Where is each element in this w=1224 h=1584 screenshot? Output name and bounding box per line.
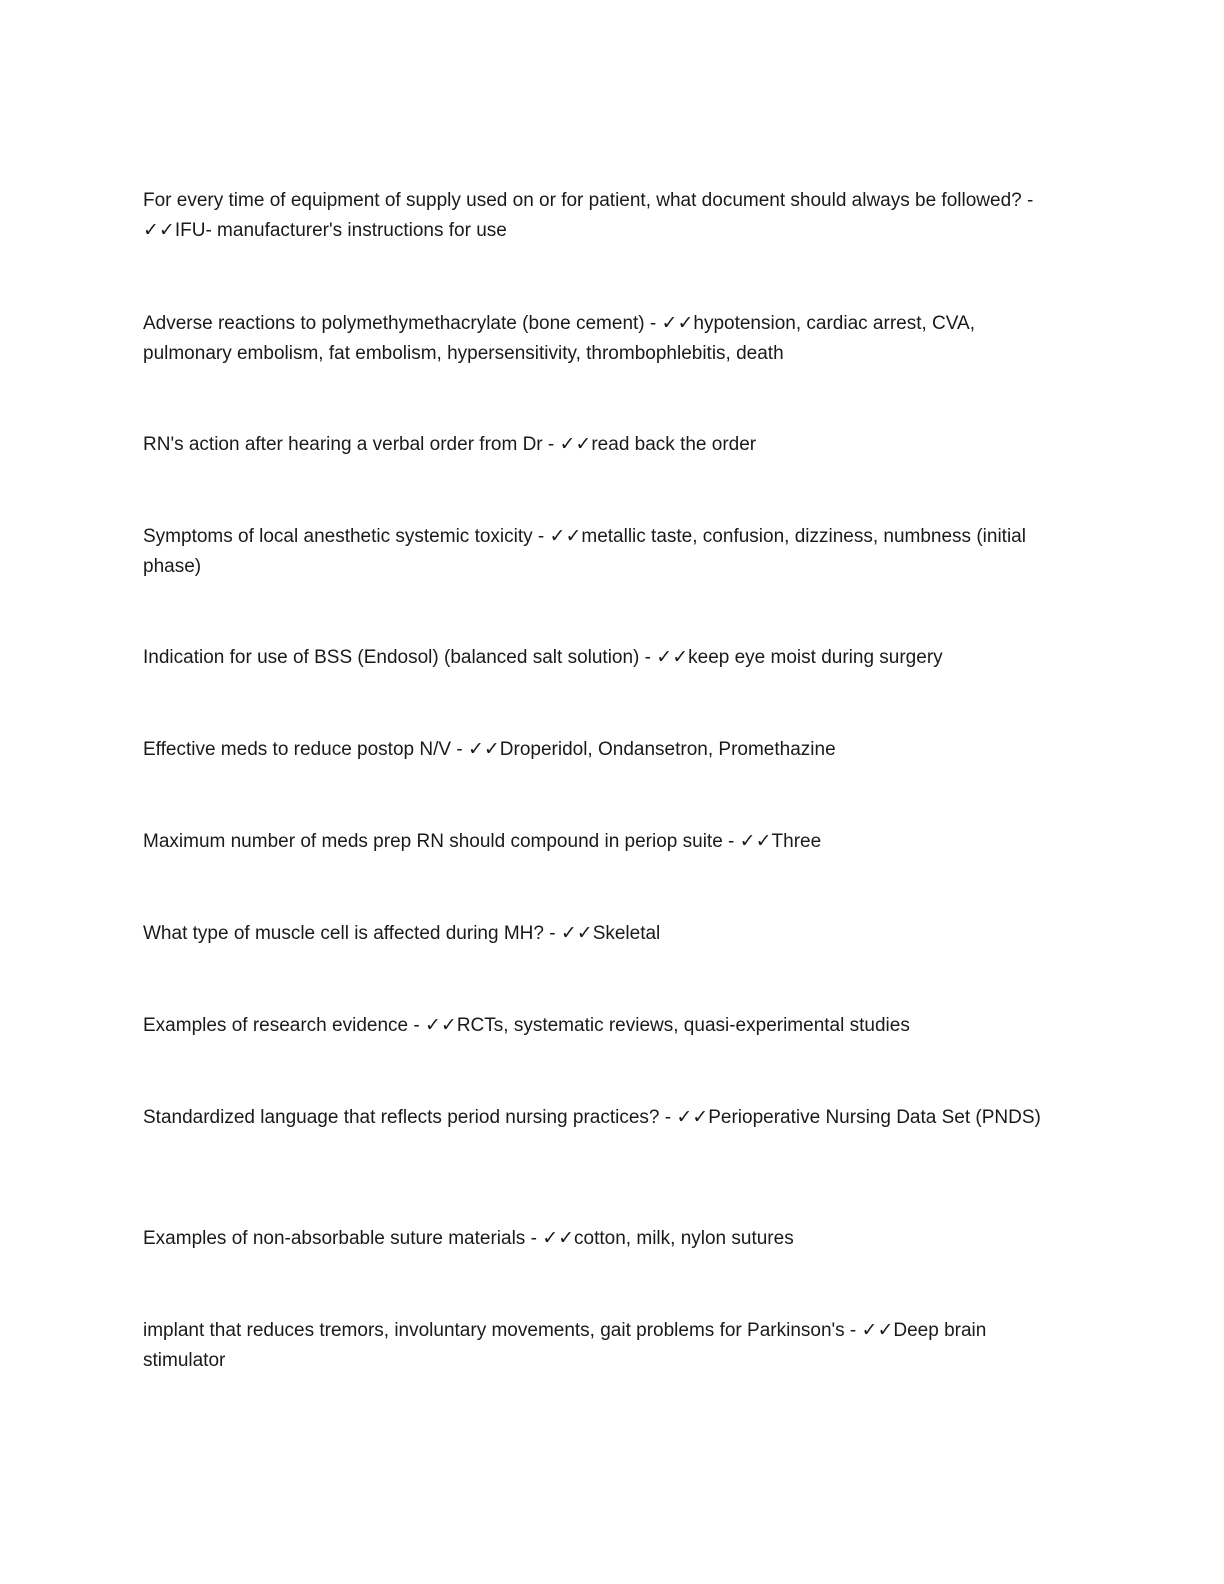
check-mark-icon: ✓✓ xyxy=(676,1107,709,1128)
separator: - xyxy=(659,1107,677,1128)
question-text: Effective meds to reduce postop N/V xyxy=(143,739,452,760)
qa-item-12 xyxy=(143,1316,1063,1375)
answer-text: cotton, milk, nylon sutures xyxy=(574,1228,794,1249)
check-mark-icon: ✓✓ xyxy=(739,831,772,852)
qa-item-2 xyxy=(143,309,1063,368)
qa-item-3 xyxy=(143,430,1063,460)
check-mark-icon: ✓✓ xyxy=(143,219,175,241)
separator: - xyxy=(532,526,550,547)
question-text: Adverse reactions to polymethymethacrylate (bone cement) xyxy=(143,313,645,334)
separator: - xyxy=(542,434,560,455)
check-mark-icon: ✓✓ xyxy=(861,1320,894,1341)
qa-item-1 xyxy=(143,186,1063,245)
qa-item-8 xyxy=(143,919,1063,949)
answer-text: RCTs, systematic reviews, quasi-experimental studies xyxy=(456,1015,910,1036)
question-text: For every time of equipment of supply used on or for patient, what document should always be followed? xyxy=(143,190,1022,211)
question-text: Standardized language that reflects period nursing practices? xyxy=(143,1107,660,1128)
answer-text: Deep brain stimulator xyxy=(143,1320,992,1371)
check-mark-icon: ✓✓ xyxy=(656,647,689,668)
question-text: Examples of non-absorbable suture materials xyxy=(143,1228,526,1249)
qa-item-11 xyxy=(143,1224,1063,1254)
check-mark-icon: ✓✓ xyxy=(424,1015,457,1036)
check-mark-icon: ✓✓ xyxy=(542,1228,575,1249)
qa-item-5 xyxy=(143,643,1063,673)
answer-text: Skeletal xyxy=(592,923,661,944)
question-text: Examples of research evidence xyxy=(143,1015,409,1036)
check-mark-icon: ✓✓ xyxy=(467,739,500,760)
separator: - xyxy=(1021,190,1039,211)
qa-item-10 xyxy=(143,1103,1063,1133)
check-mark-icon: ✓✓ xyxy=(559,434,592,455)
separator: - xyxy=(844,1320,862,1341)
question-text: Maximum number of meds prep RN should compound in periop suite xyxy=(143,831,723,852)
question-text: Indication for use of BSS (Endosol) (balanced salt solution) xyxy=(143,647,640,668)
separator: - xyxy=(722,831,740,852)
question-text: implant that reduces tremors, involuntary movements, gait problems for Parkinson's xyxy=(143,1320,845,1341)
answer-text: read back the order xyxy=(591,434,757,455)
check-mark-icon: ✓✓ xyxy=(549,526,582,547)
question-text: RN's action after hearing a verbal order from Dr xyxy=(143,434,543,455)
separator: - xyxy=(644,313,662,334)
check-mark-icon: ✓✓ xyxy=(560,923,593,944)
answer-text: Droperidol, Ondansetron, Promethazine xyxy=(499,739,836,760)
separator: - xyxy=(451,739,468,760)
qa-item-6 xyxy=(143,735,1063,765)
separator: - xyxy=(543,923,561,944)
answer-text: Perioperative Nursing Data Set (PNDS) xyxy=(708,1107,1041,1128)
check-mark-icon: ✓✓ xyxy=(661,313,694,334)
separator: - xyxy=(525,1228,543,1249)
qa-item-7 xyxy=(143,827,1063,857)
answer-text: IFU- manufacturer's instructions for use xyxy=(174,219,507,241)
separator: - xyxy=(639,647,657,668)
answer-text: metallic taste, confusion, dizziness, numbness (initial phase) xyxy=(143,526,1032,577)
answer-text: Three xyxy=(771,831,822,852)
separator: - xyxy=(408,1015,425,1036)
qa-item-4 xyxy=(143,522,1063,581)
qa-item-9 xyxy=(143,1011,1063,1041)
question-text: Symptoms of local anesthetic systemic toxicity xyxy=(143,526,533,547)
answer-text: keep eye moist during surgery xyxy=(688,647,943,668)
question-text: What type of muscle cell is affected during MH? xyxy=(143,923,544,944)
answer-text: hypotension, cardiac arrest, CVA, pulmonary embolism, fat embolism, hypersensitivity, thrombophlebitis, death xyxy=(143,313,981,364)
